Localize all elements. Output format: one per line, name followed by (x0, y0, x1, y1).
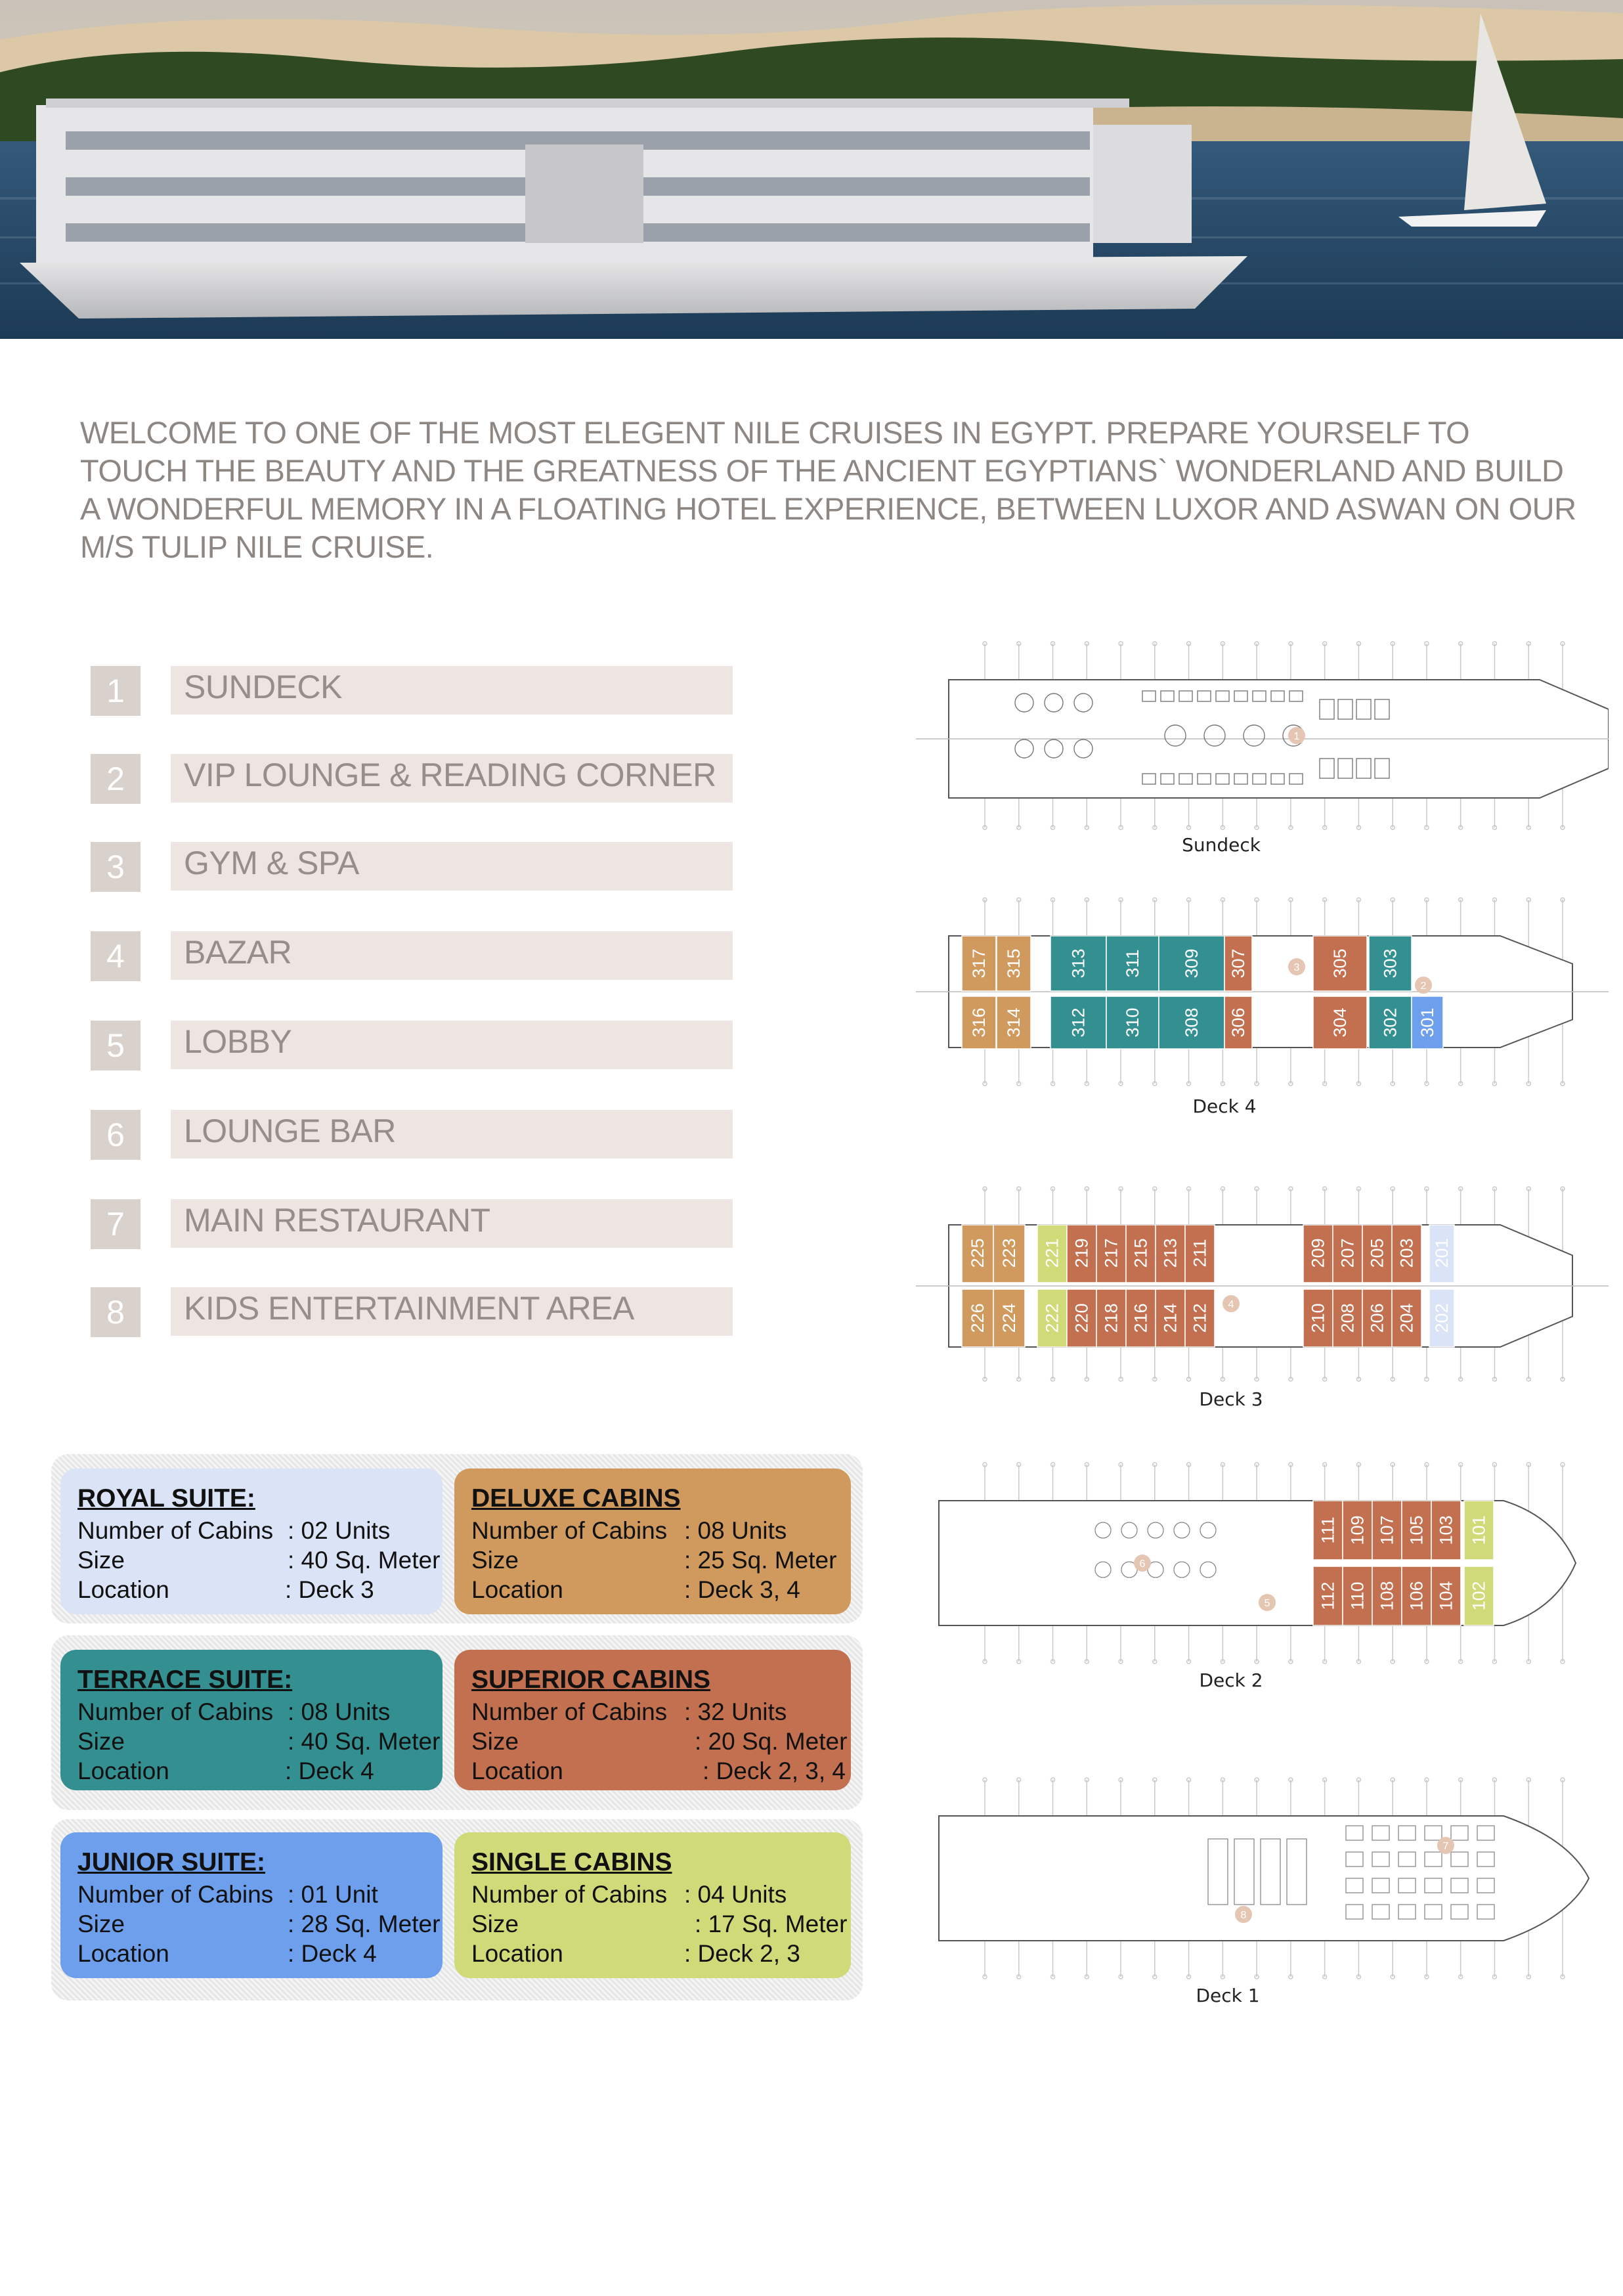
cabin-number: 207 (1337, 1238, 1358, 1268)
cabin-number: 304 (1330, 1007, 1350, 1038)
junior-size-value: : 28 Sq. Meter (288, 1910, 441, 1937)
cabin-number: 110 (1347, 1581, 1368, 1610)
cabin-number: 112 (1318, 1581, 1338, 1610)
deck2-label: Deck 2 (1199, 1669, 1263, 1691)
cabin-number: 221 (1042, 1238, 1062, 1268)
terrace-size-value: : 40 Sq. Meter (288, 1728, 441, 1755)
superior-size-label: Size (471, 1728, 519, 1755)
superior-count-value: : 32 Units (684, 1698, 787, 1725)
cabin-number: 107 (1377, 1515, 1397, 1545)
legend-label: MAIN RESTAURANT (171, 1199, 733, 1248)
legend-label: KIDS ENTERTAINMENT AREA (171, 1287, 733, 1336)
terrace-count-label: Number of Cabins (77, 1698, 274, 1725)
deck1-label: Deck 1 (1196, 1985, 1260, 2006)
legend-label: BAZAR (171, 931, 733, 980)
deluxe-location-value: : Deck 3, 4 (684, 1576, 800, 1603)
deck2-plan (899, 1458, 1609, 1668)
cabin-number: 104 (1436, 1581, 1456, 1611)
superior-count-label: Number of Cabins (471, 1698, 668, 1725)
cabin-number: 215 (1131, 1238, 1151, 1268)
single-count-label: Number of Cabins (471, 1881, 668, 1908)
cabin-number: 310 (1123, 1007, 1142, 1038)
cabin-number: 205 (1367, 1238, 1387, 1268)
legend-label: LOBBY (171, 1021, 733, 1069)
cabin-number: 225 (968, 1238, 987, 1268)
cabin-number: 314 (1004, 1007, 1024, 1038)
facility-marker-number: 3 (1293, 962, 1300, 973)
legend-label: GYM & SPA (171, 842, 733, 891)
single-location-value: : Deck 2, 3 (684, 1940, 800, 1967)
superior-size-value: : 20 Sq. Meter (695, 1728, 848, 1755)
cabin-number: 219 (1071, 1238, 1092, 1268)
cabin-number: 312 (1068, 1007, 1089, 1038)
deck3-label: Deck 3 (1199, 1388, 1263, 1410)
cabin-number: 108 (1377, 1581, 1397, 1611)
deck1-plan (899, 1773, 1609, 1983)
cabin-number: 217 (1101, 1238, 1121, 1268)
royal-suite-title: ROYAL SUITE: (77, 1484, 255, 1512)
cabin-number: 313 (1068, 948, 1089, 979)
junior-suite-title: JUNIOR SUITE: (77, 1848, 266, 1876)
cabin-number: 208 (1337, 1303, 1358, 1333)
cabin-number: 111 (1318, 1516, 1338, 1544)
legend-number: 8 (91, 1287, 141, 1337)
cabin-number: 308 (1182, 1007, 1201, 1038)
cabin-number: 102 (1469, 1581, 1489, 1611)
superior-cabins-card (454, 1650, 851, 1790)
single-cabins-title: SINGLE CABINS (471, 1848, 672, 1876)
deluxe-location-label: Location (471, 1576, 563, 1603)
deck3-plan (899, 1182, 1609, 1386)
cabin-number: 106 (1406, 1581, 1427, 1611)
single-count-value: : 04 Units (684, 1881, 787, 1908)
facility-marker-number: 1 (1293, 731, 1300, 742)
cabin-number: 311 (1123, 949, 1142, 978)
legend-label: SUNDECK (171, 666, 733, 715)
deck4-label: Deck 4 (1192, 1095, 1257, 1117)
cabin-number: 213 (1160, 1238, 1180, 1268)
cabin-number: 305 (1330, 948, 1350, 979)
facility-marker-number: 6 (1139, 1558, 1146, 1570)
superior-location-value: : Deck 2, 3, 4 (703, 1757, 846, 1784)
junior-count-value: : 01 Unit (288, 1881, 378, 1908)
cabin-number: 301 (1417, 1007, 1437, 1038)
cabin-number: 218 (1101, 1303, 1121, 1333)
legend-number: 6 (91, 1110, 141, 1160)
junior-size-label: Size (77, 1910, 125, 1937)
cabin-number: 222 (1042, 1303, 1062, 1333)
superior-cabins-title: SUPERIOR CABINS (471, 1666, 711, 1694)
legend-number: 3 (91, 842, 141, 892)
deluxe-count-value: : 08 Units (684, 1517, 787, 1544)
cabin-number: 226 (968, 1303, 987, 1333)
terrace-suite-title: TERRACE SUITE: (77, 1666, 293, 1694)
cabin-number: 101 (1469, 1515, 1489, 1545)
terrace-location-value: : Deck 4 (285, 1757, 374, 1784)
terrace-size-label: Size (77, 1728, 125, 1755)
sundeck-label: Sundeck (1182, 834, 1261, 856)
royal-size-value: : 40 Sq. Meter (288, 1547, 441, 1574)
single-cabins-card (454, 1832, 851, 1978)
terrace-suite-card (60, 1650, 443, 1790)
cabin-number: 203 (1396, 1238, 1417, 1268)
deck4-plan (899, 893, 1609, 1090)
cabin-number: 303 (1380, 948, 1400, 979)
deluxe-count-label: Number of Cabins (471, 1517, 668, 1544)
royal-count-value: : 02 Units (288, 1517, 391, 1544)
cabin-number: 224 (999, 1303, 1019, 1333)
single-size-label: Size (471, 1910, 519, 1937)
cabin-number: 202 (1432, 1303, 1452, 1333)
nile-cruise-ship-image (0, 0, 1623, 339)
cabin-number: 309 (1182, 948, 1201, 979)
facility-marker-number: 4 (1228, 1299, 1234, 1310)
cabin-number: 223 (999, 1238, 1019, 1268)
royal-location-value: : Deck 3 (285, 1576, 374, 1603)
facility-marker-number: 5 (1264, 1598, 1270, 1609)
cabin-number: 209 (1308, 1238, 1328, 1268)
legend-label: LOUNGE BAR (171, 1110, 733, 1159)
cabin-number: 216 (1131, 1303, 1151, 1333)
legend-label: VIP LOUNGE & READING CORNER (171, 754, 733, 803)
legend-number: 5 (91, 1021, 141, 1071)
royal-count-label: Number of Cabins (77, 1517, 274, 1544)
cabin-number: 105 (1406, 1515, 1427, 1545)
cabin-number: 201 (1432, 1238, 1452, 1268)
legend-number: 4 (91, 931, 141, 981)
sundeck-plan (899, 637, 1609, 834)
cabin-number: 204 (1396, 1303, 1417, 1333)
junior-suite-card (60, 1832, 443, 1978)
cabin-number: 211 (1190, 1239, 1210, 1268)
facility-marker-number: 7 (1442, 1841, 1449, 1852)
cabin-number: 212 (1190, 1303, 1210, 1333)
cabin-number: 315 (1004, 948, 1024, 979)
cabin-number: 316 (969, 1007, 989, 1038)
cabin-number: 214 (1160, 1303, 1180, 1333)
cabin-number: 103 (1436, 1515, 1456, 1545)
royal-location-label: Location (77, 1576, 169, 1603)
intro-text: WELCOME TO ONE OF THE MOST ELEGENT NILE CRUISES IN EGYPT. PREPARE YOURSELF TO TOUCH THE BEAUTY AND THE GREATNESS OF THE ANCIENT EGYPTIANS` WONDERLAND AND BUILD A WONDERFUL MEMORY IN A FLOATING HOTEL EXPERIENCE, BETWEEN LUXOR AND ASWAN ON OUR M/S TULIP NILE CRUISE. (80, 415, 1576, 564)
terrace-count-value: : 08 Units (288, 1698, 391, 1725)
royal-suite-card (60, 1468, 443, 1614)
cabin-number: 109 (1347, 1515, 1368, 1545)
legend-number: 2 (91, 754, 141, 804)
superior-location-label: Location (471, 1757, 563, 1784)
deluxe-size-value: : 25 Sq. Meter (684, 1547, 837, 1574)
junior-count-label: Number of Cabins (77, 1881, 274, 1908)
deluxe-cabins-title: DELUXE CABINS (471, 1484, 681, 1512)
hero-photo (0, 0, 1623, 339)
junior-location-value: : Deck 4 (288, 1940, 377, 1967)
cabin-number: 306 (1228, 1007, 1248, 1038)
single-size-value: : 17 Sq. Meter (695, 1910, 848, 1937)
cabin-number: 220 (1071, 1303, 1092, 1333)
cabin-number: 317 (969, 948, 989, 979)
legend-number: 7 (91, 1199, 141, 1249)
deluxe-cabins-card (454, 1468, 851, 1614)
facility-marker-number: 2 (1420, 981, 1427, 992)
terrace-location-label: Location (77, 1757, 169, 1784)
single-location-label: Location (471, 1940, 563, 1967)
cabin-number: 206 (1367, 1303, 1387, 1333)
royal-size-label: Size (77, 1547, 125, 1574)
legend-number: 1 (91, 666, 141, 716)
cabin-number: 302 (1380, 1007, 1400, 1038)
deluxe-size-label: Size (471, 1547, 519, 1574)
cabin-number: 307 (1228, 948, 1248, 979)
junior-location-label: Location (77, 1940, 169, 1967)
cabin-number: 210 (1308, 1303, 1328, 1333)
facility-marker-number: 8 (1240, 1910, 1247, 1921)
